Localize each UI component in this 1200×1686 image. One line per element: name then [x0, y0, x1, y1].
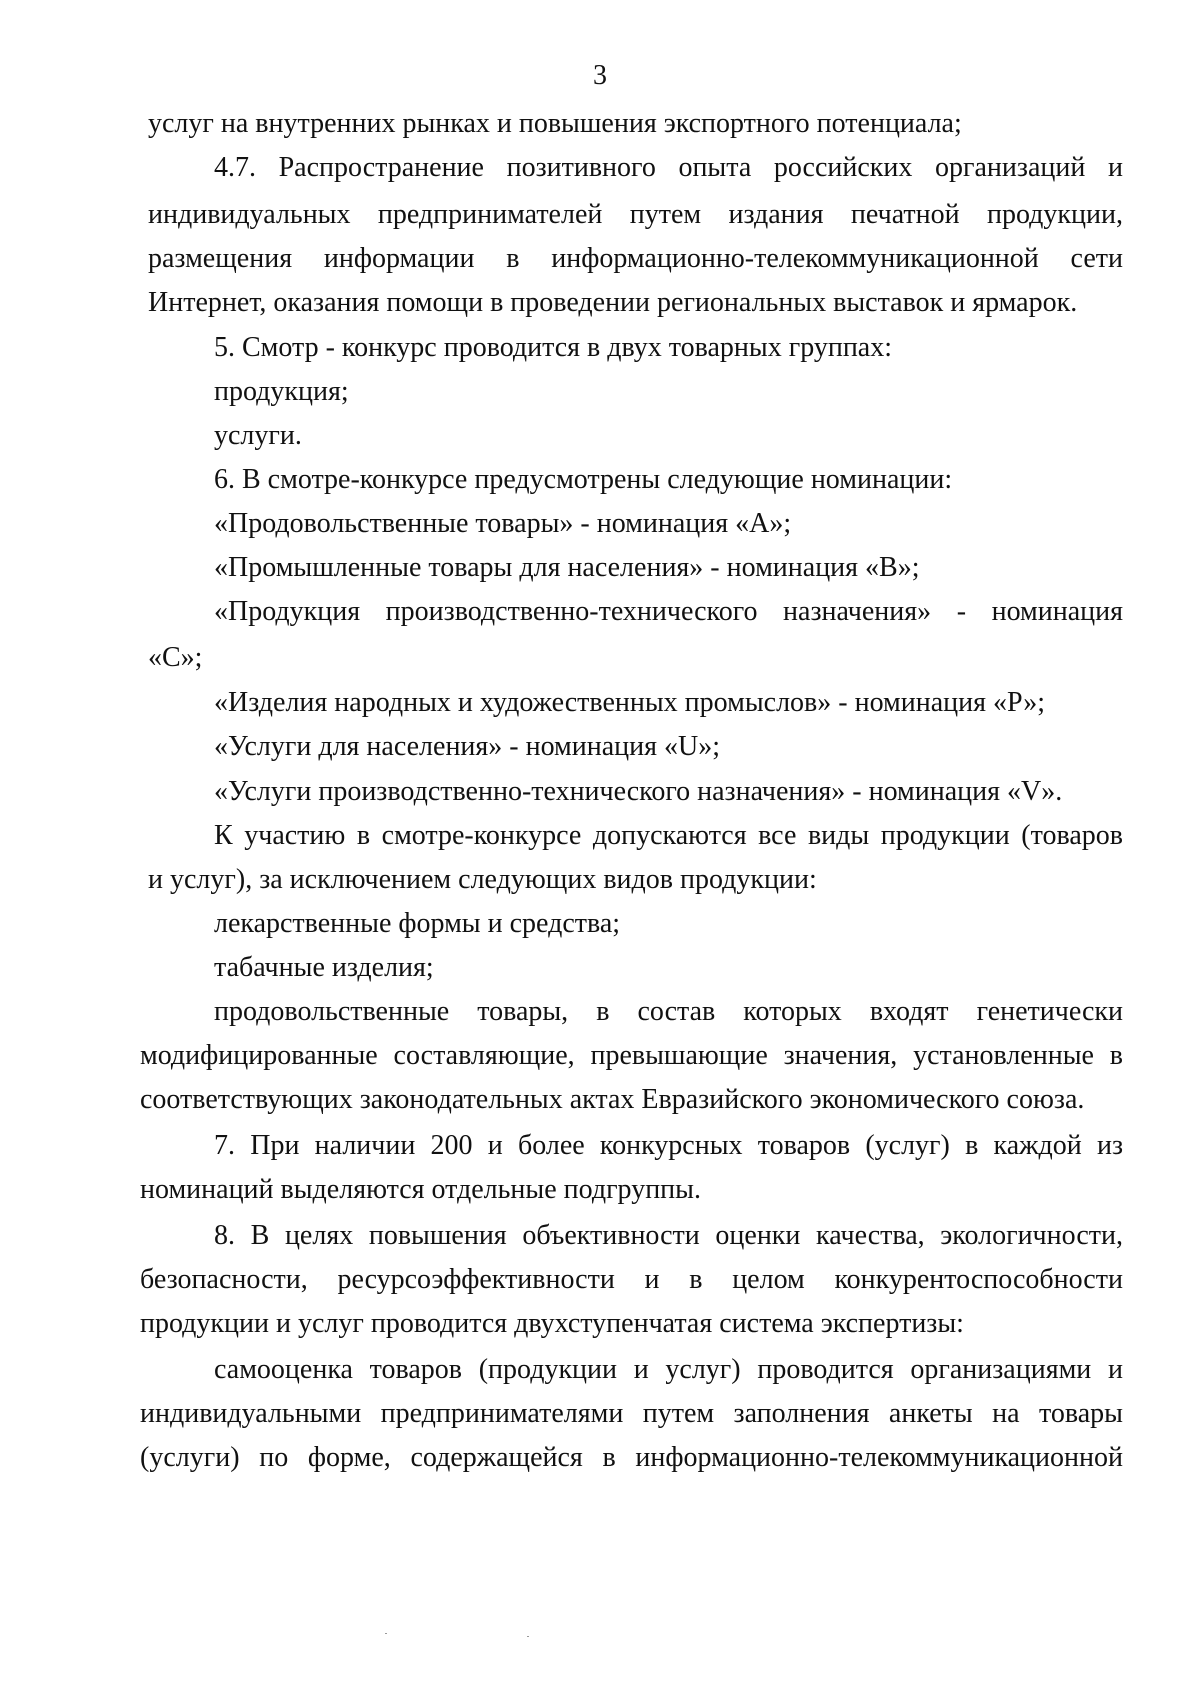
- text-line: модифицированные составляющие, превышающие значения, установленные в: [140, 1040, 1123, 1071]
- text-line: безопасности, ресурсоэффективности и в целом конкурентоспособности: [140, 1264, 1123, 1295]
- scan-speck: [527, 1636, 529, 1637]
- text-line: услуги.: [214, 420, 302, 451]
- text-line: (услуги) по форме, содержащейся в информационно-телекоммуникационной: [140, 1442, 1123, 1473]
- text-line: К участию в смотре-конкурсе допускаются все виды продукции (товаров: [214, 820, 1123, 851]
- text-line: 8. В целях повышения объективности оценки качества, экологичности,: [214, 1220, 1123, 1251]
- text-line: «Услуги для населения» - номинация «U»;: [214, 731, 721, 762]
- page-number: 3: [593, 60, 607, 91]
- text-line: 6. В смотре-конкурсе предусмотрены следующие номинации:: [214, 464, 953, 495]
- text-line: «С»;: [148, 642, 203, 673]
- text-line: продовольственные товары, в состав которых входят генетически: [214, 996, 1123, 1027]
- text-line: и услуг), за исключением следующих видов продукции:: [148, 864, 817, 895]
- text-line: «Услуги производственно-технического назначения» - номинация «V».: [214, 776, 1063, 807]
- text-line: 5. Смотр - конкурс проводится в двух товарных группах:: [214, 332, 893, 363]
- text-line: «Промышленные товары для населения» - номинация «В»;: [214, 552, 920, 583]
- text-line: «Изделия народных и художественных промыслов» - номинация «Р»;: [214, 687, 1046, 718]
- scan-speck: [385, 1633, 387, 1634]
- text-line: услуг на внутренних рынках и повышения экспортного потенциала;: [148, 108, 962, 139]
- text-line: «Продукция производственно-технического назначения» - номинация: [214, 596, 1123, 627]
- text-line: соответствующих законодательных актах Евразийского экономического союза.: [140, 1084, 1085, 1115]
- text-line: табачные изделия;: [214, 952, 434, 983]
- text-line: самооценка товаров (продукции и услуг) проводится организациями и: [214, 1354, 1123, 1385]
- text-line: размещения информации в информационно-телекоммуникационной сети: [148, 243, 1123, 274]
- text-line: «Продовольственные товары» - номинация «А»;: [214, 508, 792, 539]
- text-line: индивидуальными предпринимателями путем заполнения анкеты на товары: [140, 1398, 1123, 1429]
- text-line: продукции и услуг проводится двухступенчатая система экспертизы:: [140, 1308, 964, 1339]
- text-line: лекарственные формы и средства;: [214, 908, 621, 939]
- text-line: индивидуальных предпринимателей путем издания печатной продукции,: [148, 199, 1123, 230]
- text-line: 7. При наличии 200 и более конкурсных товаров (услуг) в каждой из: [214, 1130, 1123, 1161]
- text-line: номинаций выделяются отдельные подгруппы.: [140, 1174, 701, 1205]
- text-line: продукция;: [214, 376, 349, 407]
- text-line: 4.7. Распространение позитивного опыта российских организаций и: [214, 152, 1123, 183]
- text-line: Интернет, оказания помощи в проведении региональных выставок и ярмарок.: [148, 287, 1078, 318]
